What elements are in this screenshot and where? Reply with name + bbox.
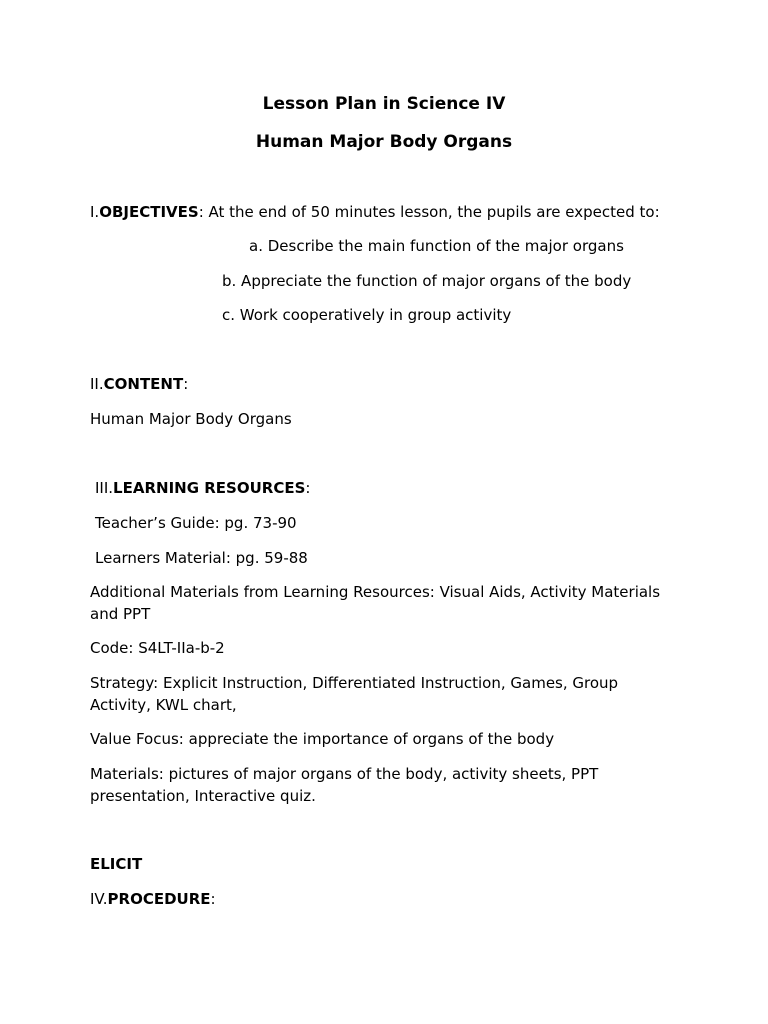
elicit-heading: ELICIT	[90, 855, 143, 873]
procedure-numeral: IV.	[90, 890, 108, 908]
objective-item-b: b. Appreciate the function of major organs of the body	[222, 272, 632, 290]
learning-resources-numeral: III.	[95, 479, 114, 497]
code-line: Code: S4LT-IIa-b-2	[90, 639, 225, 657]
strategy-line: Strategy: Explicit Instruction, Differentiated Instruction, Games, Group Activity, KWL chart,	[90, 674, 619, 714]
teachers-guide: Teacher’s Guide: pg. 73-90	[95, 514, 297, 532]
content-heading: CONTENT	[103, 375, 184, 393]
objective-item-a: a. Describe the main function of the major organs	[249, 237, 624, 255]
objectives-numeral: I.	[90, 203, 100, 221]
learners-material: Learners Material: pg. 59-88	[95, 549, 308, 567]
materials-line: Materials: pictures of major organs of the body, activity sheets, PPT presentation, Interactive quiz.	[90, 765, 599, 805]
content-text: Human Major Body Organs	[90, 410, 292, 428]
procedure-heading-line	[90, 889, 216, 909]
document-title: Lesson Plan in Science IV	[262, 94, 506, 114]
objectives-intro: : At the end of 50 minutes lesson, the pupils are expected to:	[198, 203, 660, 221]
additional-materials: Additional Materials from Learning Resources: Visual Aids, Activity Materials and PPT	[90, 583, 661, 623]
value-focus-line: Value Focus: appreciate the importance of organs of the body	[90, 730, 555, 748]
procedure-colon: :	[210, 890, 216, 908]
learning-resources-heading: LEARNING RESOURCES	[113, 479, 306, 497]
content-colon: :	[183, 375, 189, 393]
learning-resources-colon: :	[305, 479, 311, 497]
document-subtitle: Human Major Body Organs	[255, 132, 513, 152]
content-heading-line	[90, 374, 188, 394]
objective-item-c: c. Work cooperatively in group activity	[222, 306, 512, 324]
objectives-heading-line	[90, 202, 660, 222]
learning-resources-heading-line	[95, 478, 310, 498]
procedure-heading: PROCEDURE	[107, 890, 211, 908]
content-numeral: II.	[90, 375, 104, 393]
objectives-heading: OBJECTIVES	[99, 203, 199, 221]
